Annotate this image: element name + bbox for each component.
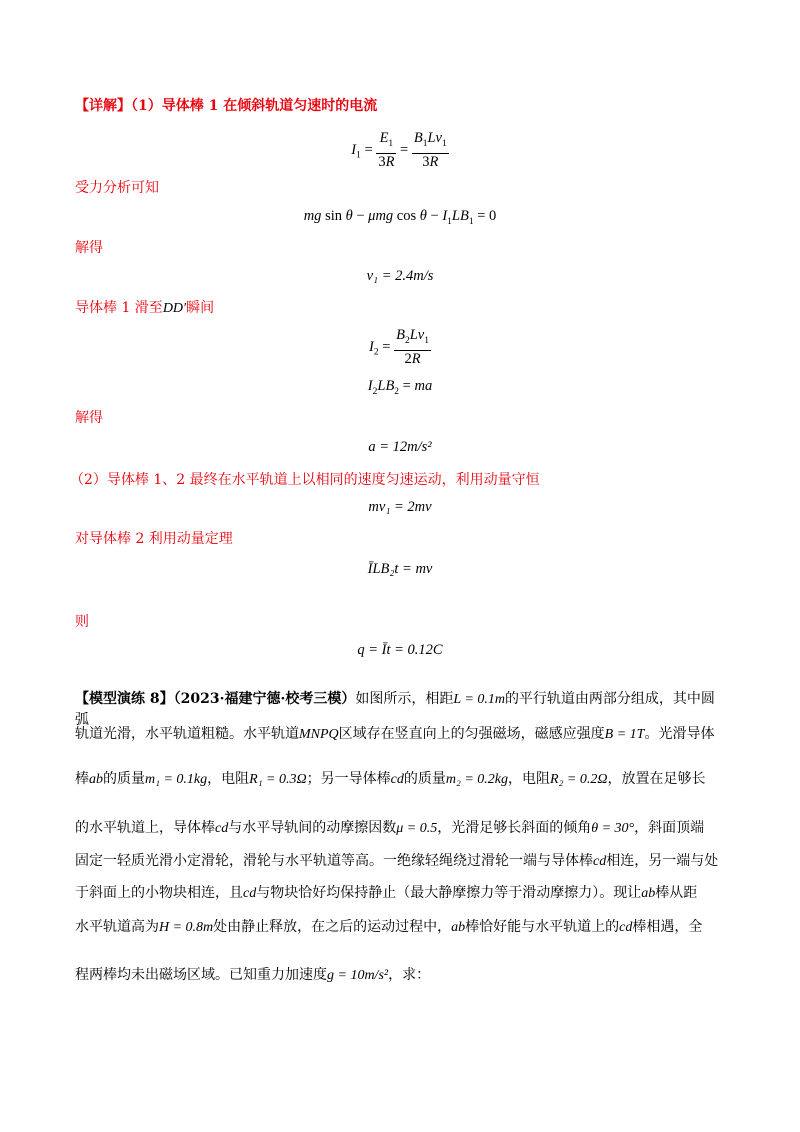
- part1-intro: （1）导体棒 1 在倾斜轨道匀速时的电流: [131, 98, 378, 114]
- problem-text: 程两棒均未出磁场区域。已知重力加速度: [75, 967, 327, 983]
- equation-v1: v₁ = 2.4m/s: [366, 268, 434, 284]
- cd-label: cd: [593, 854, 607, 869]
- problem-line-7: [75, 917, 725, 938]
- equation-acceleration: a = 12m/s²: [368, 439, 432, 455]
- ab-label: ab: [641, 886, 656, 901]
- problem-text: 的质量: [103, 771, 145, 787]
- problem-text: ；另一导体棒: [306, 771, 391, 787]
- slide-to-prefix: 导体棒 1 滑至: [75, 300, 163, 316]
- mu-value: μ = 0.5: [396, 821, 438, 836]
- equation-momentum: mv₁ = 2mv: [368, 499, 432, 515]
- cd-label: cd: [390, 772, 404, 787]
- problem-text: ，光滑足够长斜面的倾角: [437, 820, 592, 836]
- cd-label: cd: [215, 821, 229, 836]
- problem-text: 棒: [75, 771, 89, 787]
- solve-label-1: 解得: [75, 240, 103, 256]
- problem-text: 的水平轨道上，导体棒: [75, 820, 215, 836]
- problem-source: （2023·福建宁德·校考三模）: [173, 691, 356, 707]
- equation-impulse: ĪLB₂t = mv: [367, 561, 433, 577]
- cd-label: cd: [243, 886, 257, 901]
- slide-to-label: [75, 298, 214, 319]
- B-value: B = 1T: [604, 727, 645, 742]
- L-value: L = 0.1m: [453, 692, 505, 707]
- equation-force-balance: mg sin θ − μmg $\cos \theta - I_1LB_1 = 0$: [303, 208, 497, 227]
- then-label: 则: [75, 614, 89, 630]
- detail-heading: [75, 96, 377, 116]
- problem-tag: 【模型演练 8】: [75, 691, 174, 707]
- problem-text: ，电阻: [508, 771, 550, 787]
- R2-value: R₂ = 0.2Ω: [550, 772, 608, 787]
- problem-text: 的平行轨道由两部分组成，其中圆弧: [75, 691, 715, 728]
- problem-text: ，求：: [388, 967, 431, 983]
- detail-tag: 【详解】: [75, 98, 131, 114]
- problem-text: 棒相遇，全: [632, 919, 703, 935]
- problem-line-3: [75, 769, 725, 790]
- m1-value: m₁ = 0.1kg: [145, 772, 208, 787]
- problem-text: 的质量: [403, 771, 446, 787]
- m2-value: m₂ = 0.2kg: [445, 772, 508, 787]
- problem-line-2: [75, 724, 725, 745]
- equation-newton: $I_2LB_2$ = ma: [367, 378, 433, 397]
- problem-line-6: [75, 883, 725, 904]
- problem-text: 与水平导轨间的动摩擦因数: [228, 820, 397, 836]
- solve-label-2: 解得: [75, 410, 103, 426]
- problem-text: 。光滑导体: [644, 726, 715, 742]
- g-value: g = 10m/s²: [327, 968, 389, 983]
- problem-text: 棒从距: [655, 885, 698, 901]
- problem-text: 如图所示，相距: [355, 691, 454, 707]
- force-analysis-label: 受力分析可知: [75, 180, 159, 196]
- region-label: MNPQ: [299, 727, 339, 742]
- problem-text: ，放置在足够长: [607, 771, 706, 787]
- problem-text: 于斜面上的小物块相连，且: [75, 885, 243, 901]
- problem-text: 处由静止释放，在之后的运动过程中，: [213, 919, 452, 935]
- slide-to-suffix: 瞬间: [186, 300, 215, 316]
- problem-text: ，斜面顶端: [634, 820, 705, 836]
- slide-to-point: DD′: [162, 301, 187, 316]
- problem-line-4: [75, 818, 725, 839]
- theta-value: θ = 30°: [591, 821, 635, 836]
- cd-label: cd: [619, 920, 633, 935]
- theorem-intro: 对导体棒 2 利用动量定理: [75, 531, 233, 547]
- problem-line-8: [75, 965, 725, 986]
- equation-charge: q = Īt = 0.12C: [357, 642, 443, 658]
- problem-line-5: [75, 851, 725, 872]
- ab-label: ab: [451, 920, 466, 935]
- problem-text: ，电阻: [207, 771, 250, 787]
- problem-text: 轨道光滑，水平轨道粗糙。水平轨道: [75, 726, 299, 742]
- equation-current-1: $I_1$ = $\frac{E_1}{3R}$ = $\frac{B_1Lv_1}{3R}$: [351, 130, 447, 170]
- problem-text: 棒恰好能与水平轨道上的: [465, 919, 620, 935]
- problem-text: 水平轨道高为: [75, 919, 159, 935]
- problem-text: 区域存在竖直向上的匀强磁场，磁感应强度: [338, 726, 605, 742]
- problem-text: 相连，另一端与处: [606, 853, 719, 869]
- problem-text: 固定一轻质光滑小定滑轮，滑轮与水平轨道等高。一绝缘轻绳绕过滑轮一端与导体棒: [75, 853, 593, 869]
- equation-current-2: $I_2$ = $\frac{B_2Lv_1}{2R}$: [369, 327, 429, 367]
- ab-label: ab: [89, 772, 103, 787]
- H-value: H = 0.8m: [159, 920, 214, 935]
- problem-text: 与物块恰好均保持静止（最大静摩擦力等于滑动摩擦力）。现让: [256, 885, 642, 901]
- R1-value: R₁ = 0.3Ω: [249, 772, 307, 787]
- part2-intro: （2）导体棒 1、2 最终在水平轨道上以相同的速度匀速运动，利用动量守恒: [70, 472, 540, 488]
